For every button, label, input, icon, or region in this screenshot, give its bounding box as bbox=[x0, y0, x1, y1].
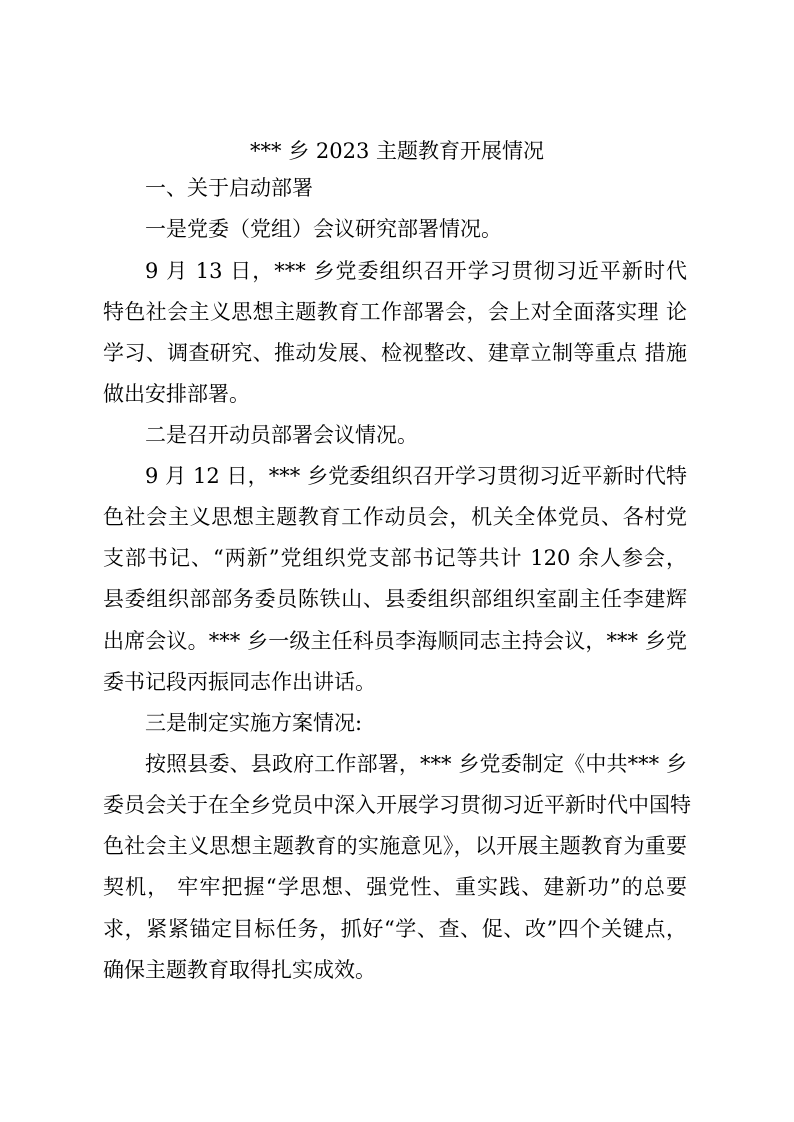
paragraph-line: 色社会主义思想主题教育工作动员会，机关全体党员、各村党 bbox=[103, 505, 687, 529]
item-heading: 三是制定实施方案情况: bbox=[145, 711, 363, 735]
paragraph-line: 出席会议。*** 乡一级主任科员李海顺同志主持会议，*** 乡党 bbox=[103, 629, 687, 653]
paragraph-line: 9 月 12 日，*** 乡党委组织召开学习贯彻习近平新时代特 bbox=[145, 464, 687, 488]
paragraph-line: 契机， 牢牢把握“学思想、强党性、重实践、建新功”的总要 bbox=[103, 875, 687, 899]
paragraph-line: 委书记段丙振同志作出讲话。 bbox=[103, 670, 376, 694]
paragraph-line: 按照县委、县政府工作部署，*** 乡党委制定《中共*** 乡 bbox=[145, 752, 687, 776]
section-heading: 一、关于启动部署 bbox=[145, 176, 313, 200]
paragraph-line: 支部书记、“两新”党组织党支部书记等共计 120 余人参会， bbox=[103, 546, 687, 570]
paragraph-line: 色社会主义思想主题教育的实施意见》，以开展主题教育为重要 bbox=[103, 834, 687, 858]
paragraph-line: 学习、调查研究、推动发展、检视整改、建章立制等重点 措施 bbox=[103, 341, 687, 365]
paragraph-line: 9 月 13 日，*** 乡党委组织召开学习贯彻习近平新时代 bbox=[145, 259, 687, 283]
paragraph-line: 做出安排部署。 bbox=[103, 382, 250, 406]
paragraph-line: 求，紧紧锚定目标任务，抓好“学、查、促、改”四个关键点， bbox=[103, 917, 687, 941]
item-heading: 二是召开动员部署会议情况。 bbox=[145, 423, 418, 447]
paragraph-line: 委员会关于在全乡党员中深入开展学习贯彻习近平新时代中国特 bbox=[103, 793, 691, 817]
item-heading: 一是党委（党组）会议研究部署情况。 bbox=[145, 217, 502, 241]
paragraph-line: 县委组织部部务委员陈铁山、县委组织部组织室副主任李建辉 bbox=[103, 587, 687, 611]
document-title: *** 乡 2023 主题教育开展情况 bbox=[250, 139, 544, 163]
paragraph-line: 特色社会主义思想主题教育工作部署会，会上对全面落实理 论 bbox=[103, 300, 687, 324]
paragraph-line: 确保主题教育取得扎实成效。 bbox=[103, 958, 376, 982]
